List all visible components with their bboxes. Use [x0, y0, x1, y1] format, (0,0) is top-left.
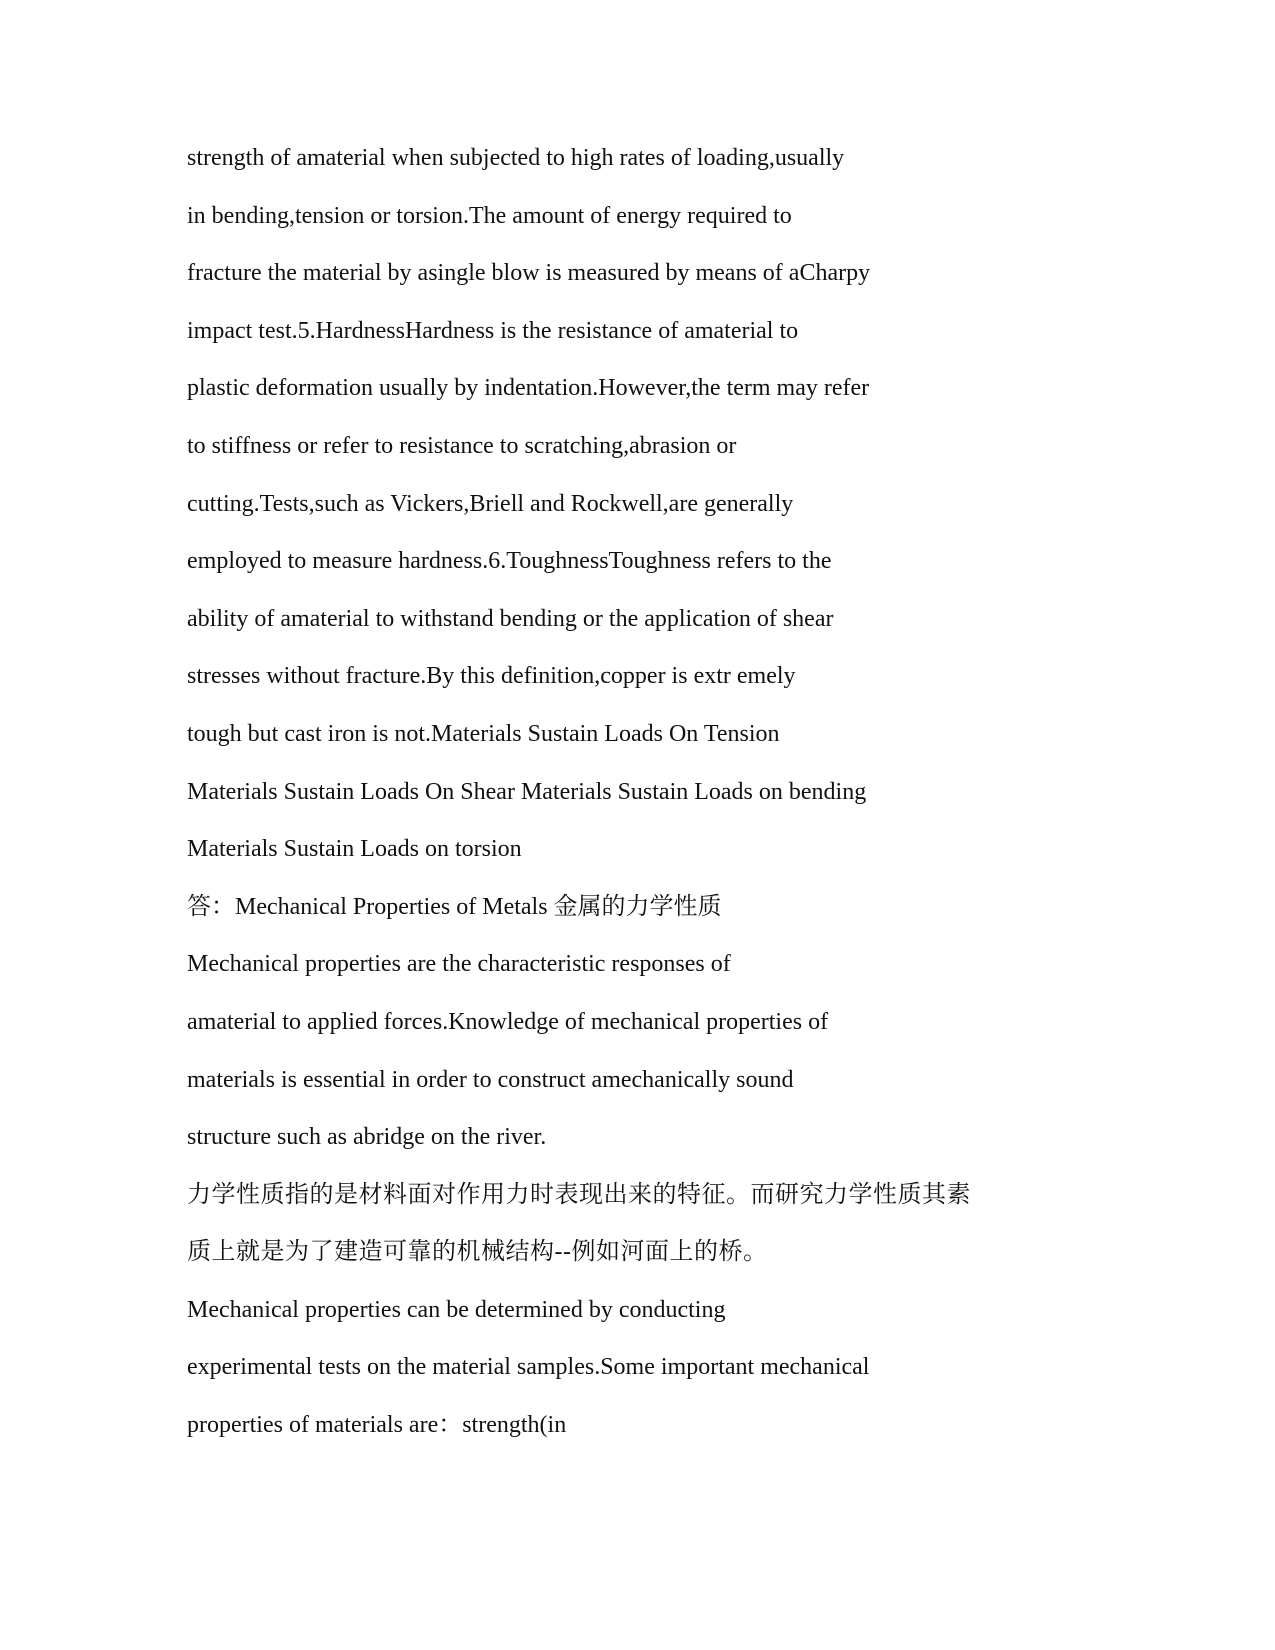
chinese-text-line: 力学性质指的是材料面对作用力时表现出来的特征。而研究力学性质其素 [187, 1181, 971, 1208]
text-line: employed to measure hardness.6.ToughnessToughness refers to the [187, 548, 832, 575]
text-line: Materials Sustain Loads On Shear Materials Sustain Loads on bending [187, 778, 867, 805]
text-line: strength of amaterial when subjected to high rates of loading,usually [187, 145, 845, 171]
answer-heading: 答：Mechanical Properties of Metals 金属的力学性质 [187, 893, 722, 920]
text-line: experimental tests on the material samples.Some important mechanical [187, 1354, 870, 1381]
text-line: in bending,tension or torsion.The amount of energy required to [187, 202, 792, 229]
text-line: cutting.Tests,such as Vickers,Briell and Rockwell,are generally [187, 490, 794, 517]
text-line: Mechanical properties can be determined by conducting [187, 1296, 726, 1323]
chinese-text-line: 质上就是为了建造可靠的机械结构--例如河面上的桥。 [187, 1239, 768, 1266]
text-line: tough but cast iron is not.Materials Sustain Loads On Tension [187, 720, 780, 747]
text-line: Materials Sustain Loads on torsion [187, 836, 522, 863]
text-line: properties of materials are：strength(in [187, 1412, 567, 1439]
text-line: Mechanical properties are the characteristic responses of [187, 951, 731, 978]
text-line: amaterial to applied forces.Knowledge of mechanical properties of [187, 1008, 829, 1035]
text-line: stresses without fracture.By this definition,copper is extr emely [187, 663, 796, 690]
document-body [187, 140, 1067, 1465]
text-line: structure such as abridge on the river. [187, 1124, 547, 1151]
text-line: ability of amaterial to withstand bending or the application of shear [187, 605, 834, 632]
text-line: to stiffness or refer to resistance to scratching,abrasion or [187, 432, 737, 459]
text-line: materials is essential in order to construct amechanically sound [187, 1066, 794, 1093]
text-line: impact test.5.HardnessHardness is the resistance of amaterial to [187, 317, 799, 344]
text-line: fracture the material by asingle blow is measured by means of aCharpy [187, 260, 871, 287]
text-line: plastic deformation usually by indentation.However,the term may refer [187, 375, 870, 402]
